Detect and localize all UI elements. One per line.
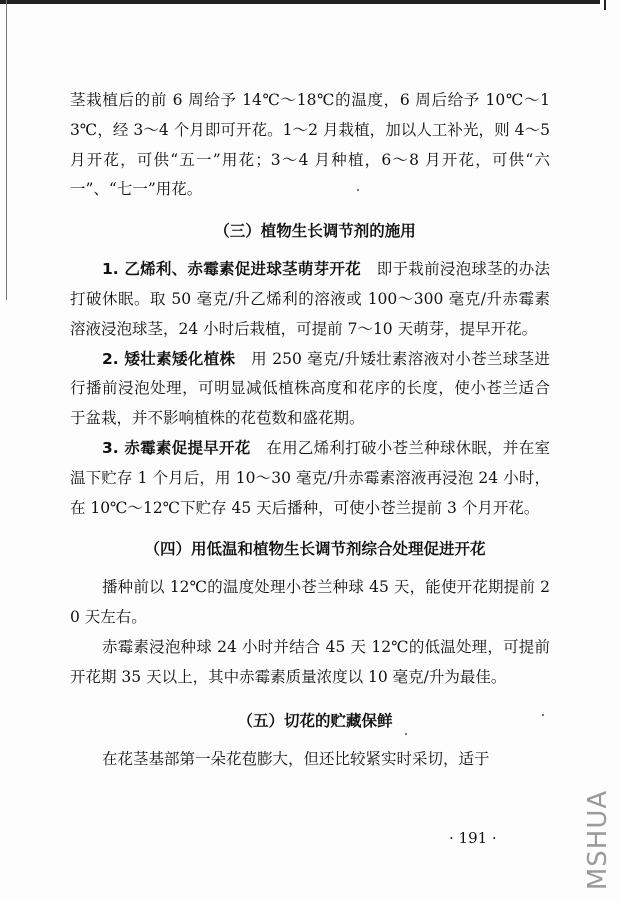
paragraph-gibberellin-early	[70, 434, 550, 523]
watermark-logo	[583, 785, 613, 895]
page-body	[70, 86, 550, 774]
page-number: · 191 ·	[449, 829, 497, 847]
run-in-title: 3. 赤霉素促提早开花	[102, 438, 251, 457]
paragraph-low-temperature: 播种前以 12℃的温度处理小苍兰种球 45 天，能使开花期提前 20 天左右。	[70, 578, 550, 627]
scan-speck	[357, 189, 359, 191]
paragraph-combined-treatment: 赤霉素浸泡种球 24 小时并结合 45 天 12℃的低温处理，可提前开花期 35 天以上，其中赤霉素质量浓度以 10 毫克/升为最佳。	[70, 637, 550, 686]
paragraph-ethephon-gibberellin	[70, 255, 550, 344]
scan-top-border	[0, 0, 600, 4]
section-heading-3: （三）植物生长调节剂的施用	[214, 222, 416, 241]
paragraph-text: 即于栽前浸泡球茎的办法打破休眠。取 50 毫克/升乙烯利的溶液或 100～300 毫克/升赤霉素溶液浸泡球茎，24 小时后栽植，可提前 7～10 天萌芽，提早开花。	[70, 260, 550, 338]
paragraph-continuation: 茎栽植后的前 6 周给予 14℃～18℃的温度，6 周后给予 10℃～13℃，经 3～4 个月即可开花。1～2 月栽植，加以人工补光，则 4～5 月开花，可供“五一”用花；3～4 月种植，6～8 月开花，可供“六一”、“七一”用花。	[70, 91, 550, 199]
scan-speck	[542, 714, 544, 716]
paragraph-chlormequat	[70, 345, 550, 434]
section-heading-5: （五）切花的贮藏保鲜	[237, 711, 393, 730]
scan-corner-mark	[604, 0, 616, 10]
paragraph-text: 在用乙烯利打破小苍兰种球休眠，并在室温下贮存 1 个月后，用 10～30 毫克/升赤霉素溶液再浸泡 24 小时，在 10℃～12℃下贮存 45 天后播种，可使小苍兰提前 3 个月开花。	[70, 438, 550, 517]
scan-speck	[405, 733, 407, 735]
run-in-title: 2. 矮壮素矮化植株	[102, 349, 236, 368]
section-heading-4: （四）用低温和植物生长调节剂综合处理促进开花	[144, 540, 486, 559]
paragraph-harvest: 在花茎基部第一朵花苞膨大，但还比较紧实时采切，适于	[102, 749, 490, 768]
scan-left-border	[6, 0, 7, 300]
watermark-text: MSHUA	[583, 789, 613, 891]
paragraph-text: 用 250 毫克/升矮壮素溶液对小苍兰球茎进行播前浸泡处理，可明显减低植株高度和花序的长度，使小苍兰适合于盆栽，并不影响植株的花苞数和盛花期。	[70, 349, 550, 428]
run-in-title: 1. 乙烯利、赤霉素促进球茎萌芽开花	[102, 260, 361, 279]
